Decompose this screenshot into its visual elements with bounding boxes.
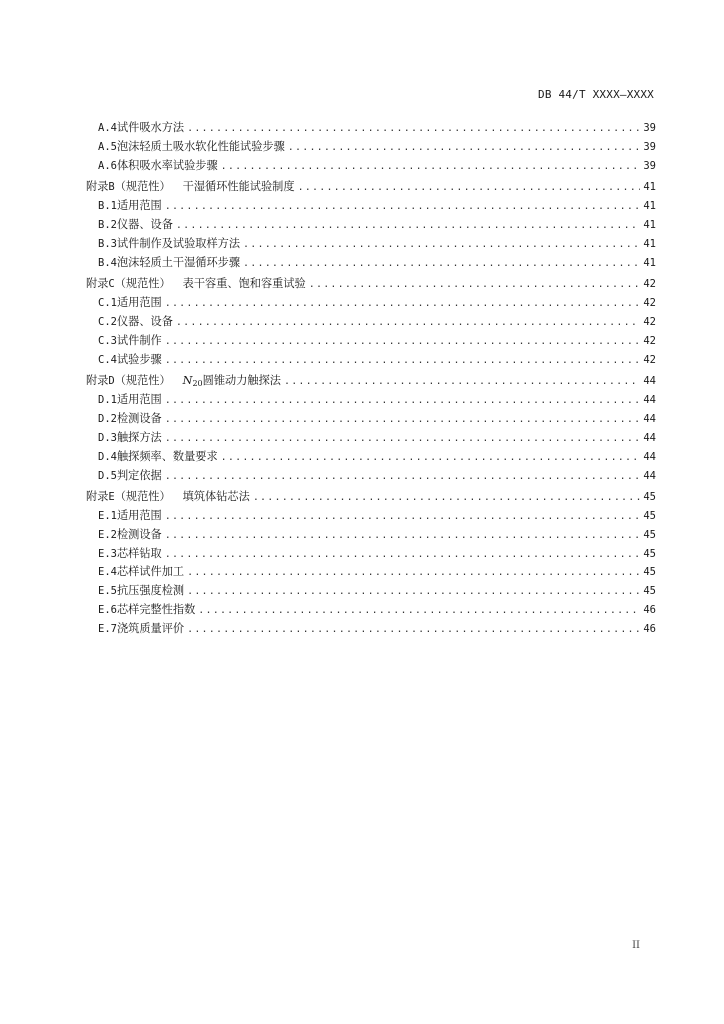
toc-page-number: 41	[643, 256, 656, 269]
dot-leader	[221, 161, 641, 172]
toc-section-entry[interactable]	[86, 448, 656, 467]
toc-entry-title	[117, 119, 184, 135]
dot-leader	[198, 605, 640, 616]
toc-page-number: 41	[643, 181, 656, 194]
dot-leader	[165, 201, 641, 212]
toc-section-entry[interactable]	[86, 197, 656, 216]
toc-entry-title	[117, 507, 162, 523]
document-code: DB 44/T XXXX—XXXX	[538, 88, 654, 101]
toc-entry-title	[117, 294, 162, 310]
toc-section-entry[interactable]	[86, 582, 656, 601]
toc-page-number: 45	[643, 566, 656, 579]
dot-leader	[221, 452, 641, 463]
appendix-prefix: 附录	[86, 277, 109, 291]
toc-entry-title-text: 试件吸水方法	[116, 121, 185, 134]
dot-leader	[187, 123, 640, 134]
toc-entry-title	[183, 372, 281, 388]
toc-entry-title	[117, 332, 162, 348]
toc-page-number: 42	[643, 353, 656, 366]
toc-section-entry[interactable]	[86, 545, 656, 564]
toc-page-number: 45	[643, 509, 656, 522]
appendix-prefix: 附录	[86, 374, 109, 388]
toc-section-number: D.2	[98, 412, 117, 425]
toc-section-number: E.6	[98, 604, 117, 617]
dot-leader	[253, 492, 641, 503]
toc-entry-title	[117, 197, 162, 213]
dot-leader	[187, 624, 640, 635]
toc-appendix-entry[interactable]	[86, 488, 656, 507]
toc-entry-title	[117, 582, 184, 598]
dot-leader	[176, 317, 640, 328]
dot-leader	[298, 182, 641, 193]
toc-section-entry[interactable]	[86, 563, 656, 582]
toc-section-entry[interactable]	[86, 294, 656, 313]
toc-section-number: C.2	[98, 315, 117, 328]
toc-section-number: B.2	[98, 218, 117, 231]
toc-entry-title-text: 芯样完整性指数	[116, 603, 196, 617]
toc-page-number: 46	[643, 604, 656, 617]
dot-leader	[309, 279, 641, 290]
toc-section-entry[interactable]	[86, 235, 656, 254]
toc-page-number: 44	[643, 393, 656, 406]
dot-leader	[165, 433, 641, 444]
toc-section-number: E.5	[98, 585, 117, 598]
toc-entry-title	[117, 467, 162, 483]
appendix-qualifier: （规范性）	[114, 489, 171, 503]
toc-section-entry[interactable]	[86, 429, 656, 448]
toc-appendix-label	[86, 488, 171, 504]
toc-entry-title-text: 触探频率、数量要求	[116, 449, 218, 463]
toc-page-number: 39	[643, 140, 656, 153]
toc-page-number: 44	[643, 431, 656, 444]
toc-entry-title-text: 泡沫轻质土吸水软化性能试验步骤	[116, 139, 285, 153]
toc-section-number: D.1	[98, 393, 117, 406]
toc-appendix-entry[interactable]	[86, 275, 656, 294]
dot-leader	[165, 549, 641, 560]
toc-entry-title-text: 适用范围	[116, 296, 162, 310]
toc-section-number: D.4	[98, 450, 117, 463]
toc-entry-title-text: 抗压强度检测	[116, 584, 185, 598]
dot-leader	[165, 530, 641, 541]
toc-entry-title	[117, 138, 285, 154]
toc-entry-title-text: 检测设备	[116, 411, 162, 425]
dot-leader	[288, 142, 641, 153]
toc-entry-title	[183, 178, 295, 194]
dot-leader	[187, 586, 640, 597]
dot-leader	[165, 471, 641, 482]
symbol-n: N	[182, 374, 193, 388]
toc-page-number: 45	[643, 547, 656, 560]
toc-section-number: E.4	[98, 566, 117, 579]
toc-page-number: 42	[643, 297, 656, 310]
toc-section-number: B.1	[98, 200, 117, 213]
page-number: II	[632, 940, 640, 951]
toc-section-number: C.1	[98, 297, 117, 310]
toc-entry-title-text: 体积吸水率试验步骤	[116, 158, 218, 172]
toc-page-number: 42	[643, 278, 656, 291]
toc-entry-title	[117, 157, 218, 173]
toc-page-number: 39	[643, 159, 656, 172]
toc-entry-title	[117, 391, 162, 407]
toc-entry-title	[117, 601, 195, 617]
toc-entry-title-text: 仪器、设备	[116, 314, 173, 328]
dot-leader	[165, 298, 641, 309]
symbol-subscript: 20	[192, 379, 203, 389]
toc-section-entry[interactable]	[86, 216, 656, 235]
toc-page-number: 46	[643, 623, 656, 636]
toc-entry-title	[117, 216, 173, 232]
appendix-prefix: 附录	[86, 180, 109, 194]
toc-section-number: C.3	[98, 334, 117, 347]
toc-entry-title-text: 试验步骤	[116, 352, 162, 366]
appendix-qualifier: （规范性）	[114, 180, 171, 194]
toc-entry-title	[117, 351, 162, 367]
toc-entry-title	[117, 429, 162, 445]
appendix-qualifier: （规范性）	[114, 277, 171, 291]
toc-section-entry[interactable]	[86, 313, 656, 332]
toc-section-number: E.2	[98, 528, 117, 541]
toc-section-number: A.6	[98, 159, 117, 172]
table-of-contents	[86, 119, 656, 639]
toc-entry-title-text: 干湿循环性能试验制度	[182, 180, 295, 194]
dot-leader	[176, 220, 640, 231]
dot-leader	[165, 511, 641, 522]
toc-section-number: C.4	[98, 353, 117, 366]
toc-appendix-label	[86, 275, 171, 291]
toc-section-entry[interactable]	[86, 467, 656, 486]
appendix-letter: B	[108, 181, 115, 194]
toc-entry-title	[117, 313, 173, 329]
toc-page-number: 39	[643, 122, 656, 134]
toc-section-number: D.3	[98, 431, 117, 444]
toc-entry-title	[117, 235, 240, 251]
toc-page-number: 42	[643, 334, 656, 347]
toc-page-number: 45	[643, 585, 656, 598]
toc-section-entry[interactable]	[86, 138, 656, 157]
toc-section-number: B.3	[98, 237, 117, 250]
toc-section-number: D.5	[98, 469, 117, 482]
toc-section-entry[interactable]	[86, 332, 656, 351]
toc-section-number: A.5	[98, 140, 117, 153]
dot-leader	[243, 258, 640, 269]
appendix-letter: C	[108, 278, 115, 291]
toc-section-entry[interactable]	[86, 507, 656, 526]
toc-section-entry[interactable]	[86, 119, 656, 138]
toc-section-entry[interactable]	[86, 410, 656, 429]
toc-entry-title	[117, 563, 184, 579]
toc-page-number: 41	[643, 218, 656, 231]
toc-entry-title-text: 检测设备	[116, 527, 162, 541]
toc-page-number: 41	[643, 200, 656, 213]
dot-leader	[243, 239, 640, 250]
toc-entry-title-text: 表干容重、饱和容重试验	[182, 277, 306, 291]
toc-entry-title-text: 浇筑质量评价	[116, 622, 185, 636]
toc-entry-title-text: 试件制作	[116, 333, 162, 347]
toc-section-number: E.1	[98, 509, 117, 522]
toc-entry-title-text: 芯样钻取	[116, 546, 162, 560]
toc-section-number: E.7	[98, 623, 117, 636]
toc-entry-title	[183, 488, 250, 504]
toc-entry-title-text: 泡沫轻质土干湿循环步骤	[116, 255, 241, 269]
toc-page-number: 44	[643, 450, 656, 463]
appendix-letter: D	[108, 375, 115, 388]
toc-section-number: A.4	[98, 122, 117, 134]
toc-page-number: 42	[643, 315, 656, 328]
dot-leader	[187, 567, 640, 578]
dot-leader	[165, 355, 641, 366]
toc-entry-title-text: 适用范围	[116, 199, 162, 213]
toc-entry-title-text: 填筑体钻芯法	[182, 489, 250, 503]
dot-leader	[165, 336, 641, 347]
toc-entry-title	[117, 526, 162, 542]
toc-entry-title	[183, 275, 306, 291]
toc-section-number: B.4	[98, 256, 117, 269]
toc-section-entry[interactable]	[86, 601, 656, 620]
toc-entry-title-text: 仪器、设备	[116, 217, 173, 231]
dot-leader	[284, 376, 640, 387]
toc-entry-title-text: 圆锥动力触探法	[202, 374, 281, 388]
toc-page-number: 41	[643, 237, 656, 250]
toc-entry-title-text: 试件制作及试验取样方法	[116, 236, 241, 250]
appendix-prefix: 附录	[86, 489, 109, 503]
toc-page-number: 45	[643, 528, 656, 541]
toc-entry-title	[117, 254, 240, 270]
toc-entry-title	[117, 410, 162, 426]
toc-page-number: 45	[643, 490, 656, 503]
appendix-letter: E	[108, 490, 115, 503]
toc-appendix-entry[interactable]	[86, 178, 656, 197]
toc-entry-title-text: 芯样试件加工	[116, 565, 185, 579]
toc-entry-title	[117, 620, 184, 636]
toc-entry-title-text: 适用范围	[116, 508, 162, 522]
toc-section-entry[interactable]	[86, 620, 656, 639]
appendix-qualifier: （规范性）	[114, 374, 171, 388]
toc-appendix-label	[86, 178, 171, 194]
toc-page-number: 44	[643, 469, 656, 482]
toc-appendix-entry[interactable]	[86, 372, 656, 391]
toc-section-entry[interactable]	[86, 391, 656, 410]
toc-appendix-label	[86, 372, 171, 388]
toc-entry-title-text: 判定依据	[116, 468, 162, 482]
dot-leader	[165, 414, 641, 425]
toc-section-entry[interactable]	[86, 351, 656, 370]
dot-leader	[165, 395, 641, 406]
toc-page-number: 44	[643, 375, 656, 388]
toc-entry-title-text: 触探方法	[116, 430, 162, 444]
toc-page-number: 44	[643, 412, 656, 425]
toc-section-entry[interactable]	[86, 254, 656, 273]
toc-entry-title-text: 适用范围	[116, 392, 162, 406]
toc-entry-title	[117, 448, 218, 464]
toc-entry-title	[117, 545, 162, 561]
toc-section-entry[interactable]	[86, 157, 656, 176]
toc-section-entry[interactable]	[86, 526, 656, 545]
toc-section-number: E.3	[98, 547, 117, 560]
